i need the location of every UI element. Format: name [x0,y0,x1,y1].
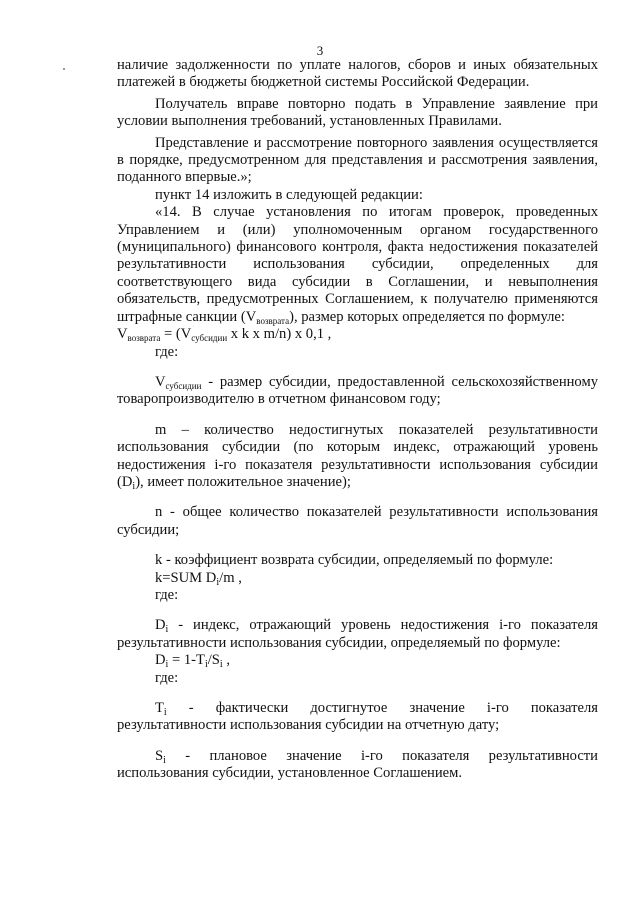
formula-penalty-lhs-sub: возврата [127,333,161,344]
page-number: 3 [316,43,324,58]
formula-d-sub2: i [204,659,208,671]
def-m-text-b: ), имеет положительное значение); [135,473,351,490]
definition-m [117,422,598,492]
def-s-subscript: i [163,754,166,766]
definition-n: n - общее количество показателей результативности использования субсидии; [117,504,598,538]
formula-penalty-rest: x k x m/n) x 0,1 , [227,326,332,343]
where-label-2: где: [155,586,179,603]
def-t-text: - фактически достигнутое значение i-го показателя результативности использования субсидии на отчетную дату; [117,700,598,734]
def-m-text-a: m – количество недостигнутых показателей результативности использования субсидии (по которым индекс, отражающий уровень недостижения i-го показателя результативности использования субсидии (D [117,421,598,490]
definition-d [117,617,598,652]
def-t-symbol: T [155,700,164,716]
scan-speck [63,68,65,70]
formula-d [117,652,598,669]
paragraph-reapply: Получатель вправе повторно подать в Управление заявление при условии выполнения требований, установленных Правилами. [117,95,598,130]
where-label-1: где: [155,343,179,360]
formula-penalty-lhs: V [117,326,128,343]
where-label-3: где: [155,669,179,686]
formula-k-a: k=SUM D [155,569,217,586]
paragraph-review: Представление и рассмотрение повторного заявления осуществляется в порядке, предусмотренном для представления и рассмотрения заявления, поданного впервые.»; [117,134,598,186]
formula-penalty-eq: = (V [160,326,192,343]
formula-k-b: /m , [219,569,242,586]
definition-s [117,748,598,783]
def-s-symbol: S [155,747,164,764]
def-v-subscript: субсидии [165,380,202,391]
paragraph-clause-14-intro: пункт 14 изложить в следующей редакции: [155,186,423,203]
def-d-subscript: i [165,624,169,636]
formula-d-d: , [222,652,230,669]
definition-v-subsidy [117,374,598,409]
def-m-subscript: i [132,480,136,492]
formula-penalty [117,326,598,343]
def-s-text: - плановое значение i-го показателя результативности использования субсидии, установленное Соглашением. [117,747,598,782]
clause-14-text: «14. В случае установления по итогам проверок, проведенных Управлением и (или) уполномоченным органом государственного (муниципального) финансового контроля, факта недостижения показателей результативности использования субсидии, определенных для соответствующего вида субсидии в Соглашении, и невыполнения обязательств, предусмотренных Соглашением, к получателю применяются штрафные санкции (V [117,204,598,325]
definition-k: k - коэффициент возврата субсидии, определяемый по формуле: [155,552,554,569]
formula-d-a: D [155,652,166,669]
clause-14-tail: ), размер которых определяется по формуле: [289,308,565,325]
formula-k-sub: i [216,576,220,588]
def-v-text: - размер субсидии, предоставленной сельскохозяйственному товаропроизводителю в отчетном финансовом году; [117,373,598,408]
formula-d-sub3: i [219,659,223,671]
paragraph-clause-14 [117,204,598,326]
clause-14-subscript: возврата [256,315,290,326]
formula-penalty-rhs-sub: субсидии [191,333,228,344]
def-d-text: - индекс, отражающий уровень недостижения i-го показателя результативности использования субсидии, определяемый по формуле: [117,617,598,651]
formula-d-b: = 1-T [168,652,205,669]
paragraph-debt: наличие задолженности по уплате налогов, сборов и иных обязательных платежей в бюджеты бюджетной системы Российской Федерации. [117,57,598,91]
def-d-symbol: D [155,617,166,634]
definition-t [117,700,598,735]
def-v-symbol: V [155,373,166,390]
def-t-subscript: i [163,707,167,718]
document-body [117,57,598,783]
formula-d-sub1: i [165,659,169,671]
formula-k [117,570,598,587]
formula-d-c: /S [207,652,220,669]
